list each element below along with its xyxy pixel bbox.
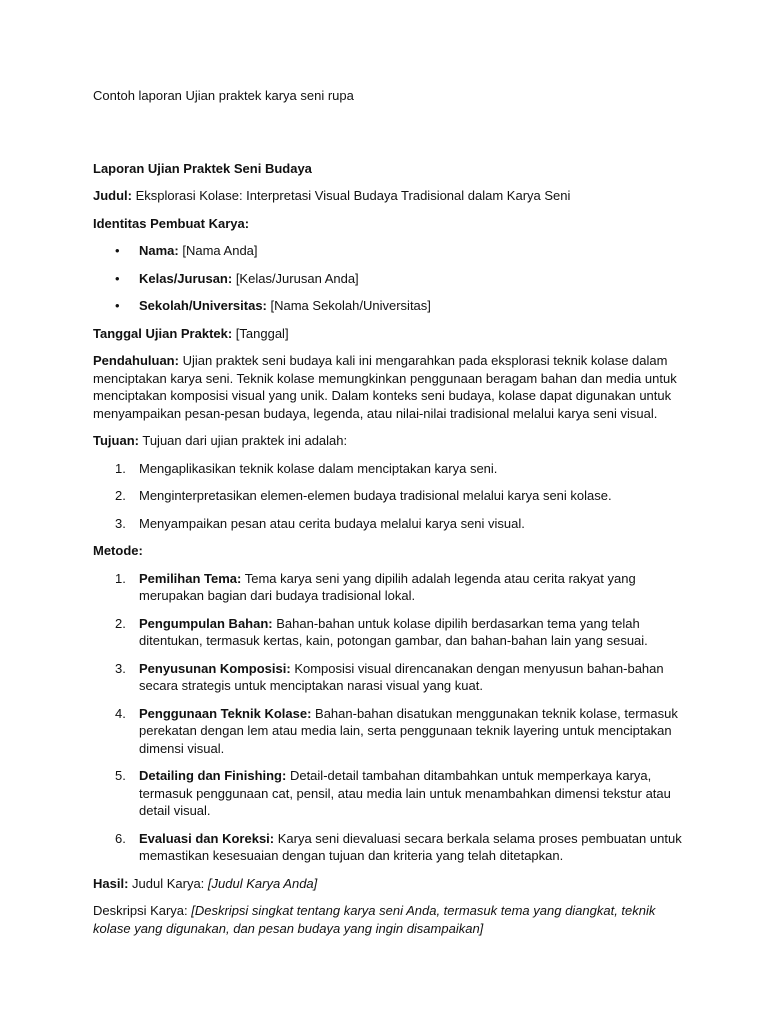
hasil-line: Hasil: Judul Karya: [Judul Karya Anda] <box>93 875 318 891</box>
list-item: 3. Penyusunan Komposisi: Komposisi visual direncanakan dengan menyusun bahan-bahan secara strategis untuk menciptakan narasi visual yang kuat. <box>115 660 664 693</box>
judul-line: Judul: Eksplorasi Kolase: Interpretasi Visual Budaya Tradisional dalam Karya Seni <box>93 188 571 203</box>
list-item: 1. Pemilihan Tema: Tema karya seni yang dipilih adalah legenda atau cerita rakyat yang merupakan bagian dari budaya tradisional lokal. <box>115 570 636 603</box>
list-item: 4. Penggunaan Teknik Kolase: Bahan-bahan disatukan menggunakan teknik kolase, termasuk perekatan dengan lem atau media lain, serta penggunaan teknik layering untuk menciptakan dimensi visual. <box>115 705 678 756</box>
list-item: 5. Detailing dan Finishing: Detail-detail tambahan ditambahkan untuk memperkaya karya, termasuk penggunaan cat, pensil, atau media lain untuk menambahkan dimensi tekstur atau detail visual. <box>115 768 671 818</box>
list-item: 1. Mengaplikasikan teknik kolase dalam menciptakan karya seni. <box>115 460 498 476</box>
report-heading: Laporan Ujian Praktek Seni Budaya <box>93 160 312 176</box>
list-item: 3. Menyampaikan pesan atau cerita budaya melalui karya seni visual. <box>115 515 525 531</box>
identitas-list <box>93 242 693 315</box>
list-item: • Nama: [Nama Anda] <box>93 242 693 260</box>
pendahuluan-paragraph: Pendahuluan: Ujian praktek seni budaya kali ini mengarahkan pada eksplorasi teknik kolase dalam menciptakan karya seni. Teknik kolase memungkinkan penggunaan beragam bahan dan media untuk menciptakan komposisi visual yang unik. Dalam konteks seni budaya, kolase dapat digunakan untuk menyampaikan pesan-pesan budaya, legenda, atau nilai-nilai tradisional melalui karya seni visual. <box>93 353 677 421</box>
list-item: 2. Menginterpretasikan elemen-elemen budaya tradisional melalui karya seni kolase. <box>115 488 612 503</box>
tujuan-line: Tujuan: Tujuan dari ujian praktek ini adalah: <box>93 433 348 448</box>
list-item: 2. Pengumpulan Bahan: Bahan-bahan untuk kolase dipilih berdasarkan tema yang telah ditentukan, termasuk kertas, kain, potongan gambar, dan bahan-bahan lain yang sesuai. <box>115 615 648 648</box>
tanggal-line: Tanggal Ujian Praktek: [Tanggal] <box>93 325 289 341</box>
metode-list <box>93 570 693 865</box>
document-top-line: Contoh laporan Ujian praktek karya seni rupa <box>93 88 354 103</box>
tujuan-list <box>93 460 693 533</box>
list-item: 6. Evaluasi dan Koreksi: Karya seni dievaluasi secara berkala selama proses pembuatan untuk memastikan kesesuaian dengan tujuan dan kriteria yang telah ditetapkan. <box>115 830 682 863</box>
identitas-heading: Identitas Pembuat Karya: <box>93 215 250 231</box>
metode-heading: Metode: <box>93 543 143 558</box>
document-page <box>93 87 693 947</box>
list-item: • Kelas/Jurusan: [Kelas/Jurusan Anda] <box>93 270 693 288</box>
list-item: • Sekolah/Universitas: [Nama Sekolah/Universitas] <box>93 297 693 315</box>
deskripsi-line: Deskripsi Karya: [Deskripsi singkat tentang karya seni Anda, termasuk tema yang diangkat, teknik kolase yang digunakan, dan pesan budaya yang ingin disampaikan] <box>93 903 656 936</box>
